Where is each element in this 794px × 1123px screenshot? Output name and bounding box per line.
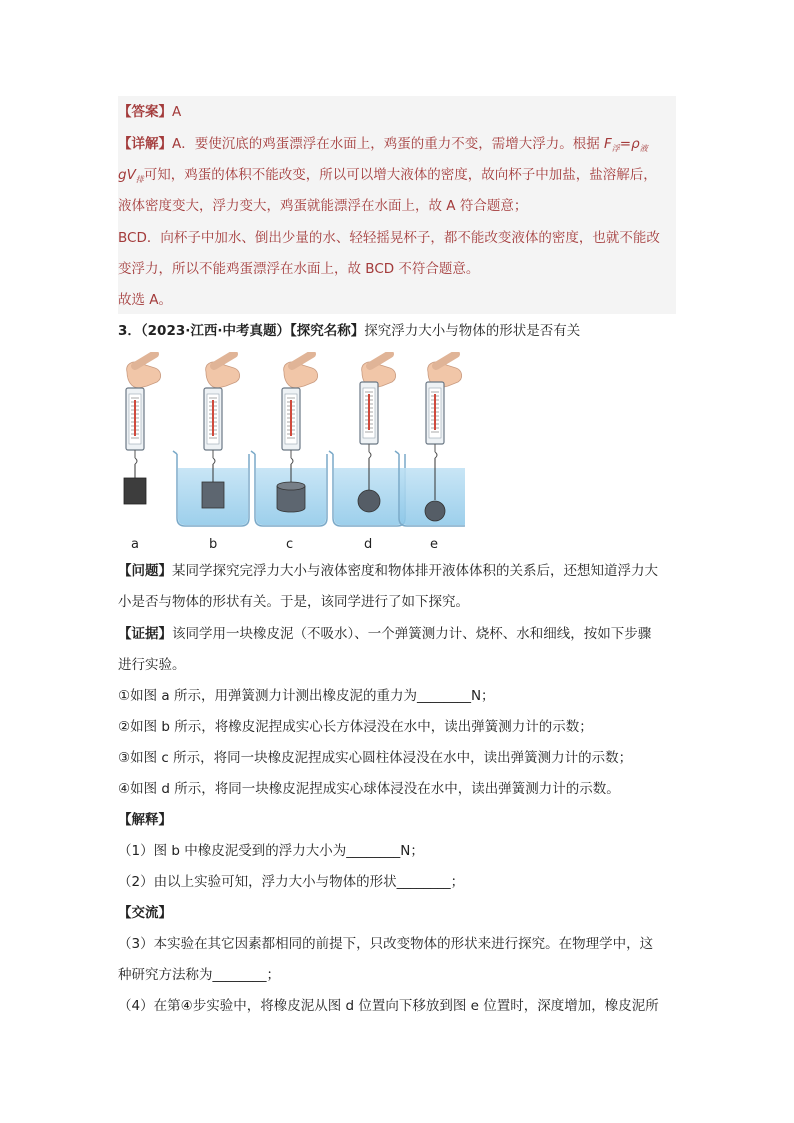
setup-a [124, 354, 161, 504]
explain-q1: （1）图 b 中橡皮泥受到的浮力大小为________N； [118, 843, 424, 859]
figure-label-d: d [364, 537, 373, 552]
formula-sub-liquid: 液 [639, 144, 648, 153]
step-3: ③如图 c 所示，将同一块橡皮泥捏成实心圆柱体浸没在水中，读出弹簧测力计的示数； [118, 750, 633, 766]
setup-e [395, 354, 465, 526]
figure-label-b: b [209, 537, 218, 552]
question-tag: 【探究名称】 [290, 323, 365, 339]
step-2: ②如图 b 所示，将橡皮泥捏成实心长方体浸没在水中，读出弹簧测力计的示数； [118, 719, 593, 735]
evidence-text-1: 该同学用一块橡皮泥（不吸水）、一个弹簧测力计、烧杯、水和细线，按如下步骤 [172, 626, 652, 642]
setup-d [329, 354, 405, 526]
detail-line-4: BCD．向杯子中加水、倒出少量的水、轻轻摇晃杯子，都不能改变液体的密度，也就不能改 [118, 230, 660, 246]
exchange-q4-line-1: （4）在第④步实验中，将橡皮泥从图 d 位置向下移放到图 e 位置时，深度增加，橡皮泥所 [118, 998, 659, 1014]
explain-q2: （2）由以上实验可知，浮力大小与物体的形状________； [118, 874, 465, 890]
question-3-header [118, 321, 580, 341]
detail-line-3: 液体密度变大，浮力变大，鸡蛋就能漂浮在水面上，故 A 符合题意； [118, 198, 528, 214]
clay-sphere-d [358, 490, 380, 512]
step-1: ①如图 a 所示，用弹簧测力计测出橡皮泥的重力为________N； [118, 688, 495, 704]
clay-sphere-e [425, 501, 445, 521]
problem-tag: 【问题】 [118, 563, 172, 579]
problem-text-1: 某同学探究完浮力大小与液体密度和物体排开液体体积的关系后，还想知道浮力大 [172, 563, 658, 579]
answer-label: 【答案】 [118, 104, 172, 120]
evidence-line-1 [118, 624, 651, 644]
figure-label-c: c [286, 537, 294, 552]
figure-label-a: a [131, 537, 139, 552]
detail-text-2: 可知，鸡蛋的体积不能改变，所以可以增大液体的密度，故向杯子中加盐，盐溶解后， [143, 167, 657, 183]
setup-b [173, 354, 249, 526]
formula-gV: gV [118, 167, 136, 183]
step-4: ④如图 d 所示，将同一块橡皮泥捏成实心球体浸没在水中，读出弹簧测力计的示数。 [118, 781, 620, 797]
clay-cuboid-b [202, 482, 224, 508]
formula-F: F [604, 136, 612, 152]
experiment-figure [115, 352, 465, 552]
detail-text-1: A．要使沉底的鸡蛋漂浮在水面上，鸡蛋的重力不变，需增大浮力。根据 [172, 136, 600, 152]
setup-c [251, 354, 327, 526]
answer-value: A [172, 104, 182, 120]
formula-sub-float: 浮 [611, 144, 620, 153]
exchange-tag: 【交流】 [118, 905, 172, 921]
evidence-line-2: 进行实验。 [118, 657, 186, 673]
answer-line [118, 102, 181, 122]
question-source: （2023·江西·中考真题） [140, 323, 290, 339]
problem-line-2: 小是否与物体的形状有关。于是，该同学进行了如下探究。 [118, 594, 469, 610]
figure-label-e: e [430, 537, 438, 552]
clay-block-a [124, 478, 146, 504]
exchange-q3-line-1: （3）本实验在其它因素都相同的前提下，只改变物体的形状来进行探究。在物理学中，这 [118, 936, 654, 952]
detail-line-5: 变浮力，所以不能鸡蛋漂浮在水面上，故 BCD 不符合题意。 [118, 261, 480, 277]
question-number: 3． [118, 323, 141, 339]
detail-label: 【详解】 [118, 136, 172, 152]
explain-tag: 【解释】 [118, 812, 172, 828]
detail-line-1 [118, 134, 648, 159]
detail-line-2 [118, 165, 657, 190]
detail-line-6: 故选 A。 [118, 292, 173, 308]
formula-rho: =ρ [619, 136, 640, 152]
evidence-tag: 【证据】 [118, 626, 172, 642]
exchange-q3-line-2: 种研究方法称为________； [118, 967, 280, 983]
question-title: 探究浮力大小与物体的形状是否有关 [364, 323, 581, 339]
formula-sub-disp: 排 [135, 175, 144, 184]
problem-line-1 [118, 561, 658, 581]
